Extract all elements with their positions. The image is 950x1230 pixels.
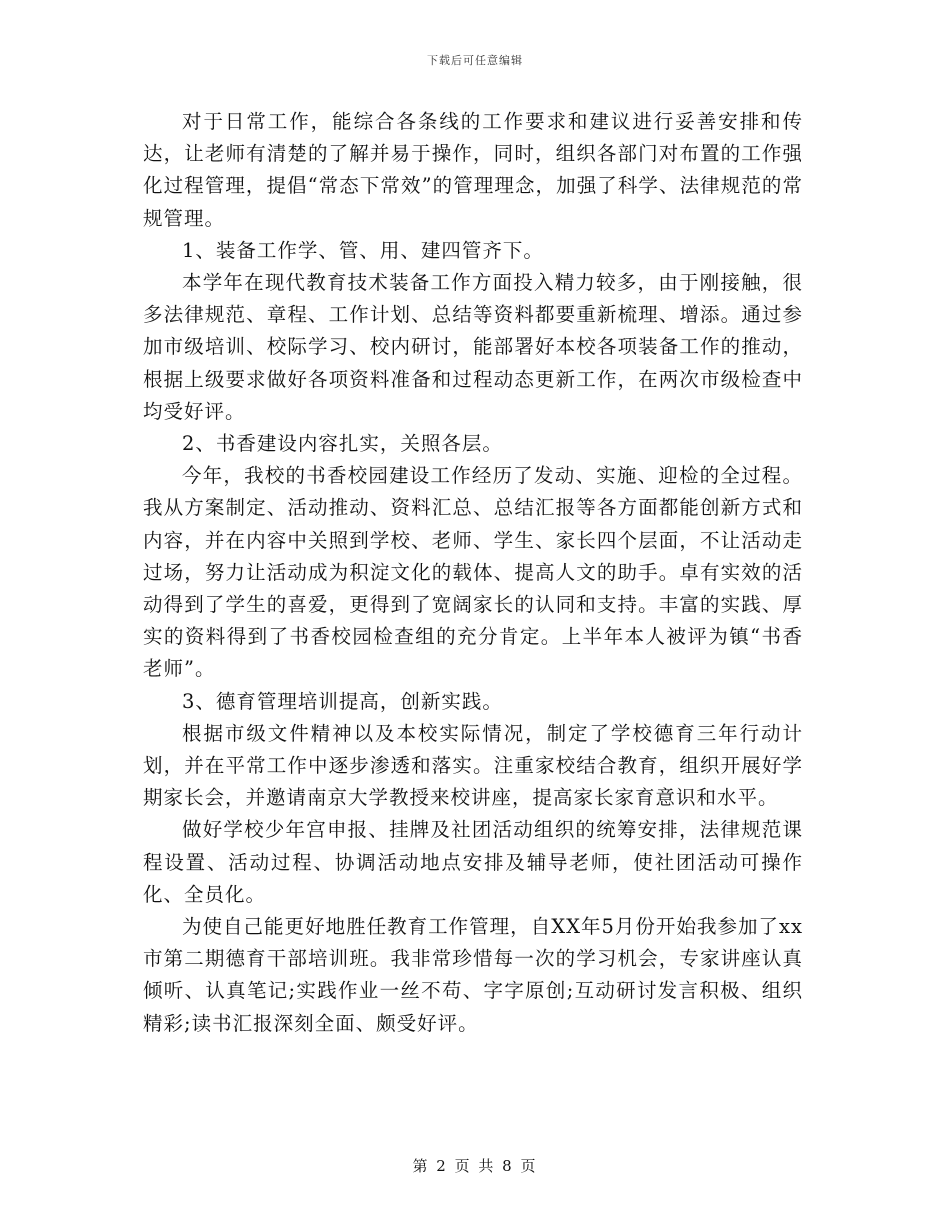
heading-book-campus: 2、书香建设内容扎实，关照各层。 — [182, 432, 503, 456]
heading-moral-education: 3、德育管理培训提高，创新实践。 — [182, 689, 503, 713]
paragraph-moral-education: 根据市级文件精神以及本校实际情况，制定了学校德育三年行动计划，并在平常工作中逐步渗透和落实。注重家校结合教育，组织开展好学期家长会，并邀请南京大学教授来校讲座，提高家长家育意识和水平。 — [143, 721, 803, 810]
heading-equipment-work: 1、装备工作学、管、用、建四管齐下。 — [182, 238, 544, 262]
paragraph-equipment-work: 本学年在现代教育技术装备工作方面投入精力较多，由于刚接触，很多法律规范、章程、工作计划、总结等资料都要重新梳理、增添。通过参加市级培训、校际学习、校内研讨，能部署好本校各项装备工作的推动，根据上级要求做好各项资料准备和过程动态更新工作，在两次市级检查中均受好评。 — [143, 271, 803, 423]
paragraph-daily-work: 对于日常工作，能综合各条线的工作要求和建议进行妥善安排和传达，让老师有清楚的了解并易于操作，同时，组织各部门对布置的工作强化过程管理，提倡“常态下常效”的管理理念，加强了科学、法律规范的常规管理。 — [143, 110, 803, 230]
page-number: 第 2 页 共 8 页 — [412, 1157, 538, 1175]
header-note: 下载后可任意编辑 — [427, 54, 523, 67]
paragraph-training: 为使自己能更好地胜任教育工作管理，自XX年5月份开始我参加了xx市第二期德育干部培训班。我非常珍惜每一次的学习机会，专家讲座认真倾听、认真笔记;实践作业一丝不苟、字字原创;互动研讨发言积极、组织精彩;读书汇报深刻全面、颇受好评。 — [143, 915, 803, 1035]
paragraph-youth-palace: 做好学校少年宫申报、挂牌及社团活动组织的统筹安排，法律规范课程设置、活动过程、协调活动地点安排及辅导老师，使社团活动可操作化、全员化。 — [143, 818, 803, 906]
paragraph-book-campus: 今年，我校的书香校园建设工作经历了发动、实施、迎检的全过程。我从方案制定、活动推动、资料汇总、总结汇报等各方面都能创新方式和内容，并在内容中关照到学校、老师、学生、家长四个层面，不让活动走过场，努力让活动成为积淀文化的载体、提高人文的助手。卓有实效的活动得到了学生的喜爱，更得到了宽阔家长的认同和支持。丰富的实践、厚实的资料得到了书香校园检查组的充分肯定。上半年本人被评为镇“书香老师”。 — [143, 464, 803, 681]
document-body — [143, 106, 803, 1040]
